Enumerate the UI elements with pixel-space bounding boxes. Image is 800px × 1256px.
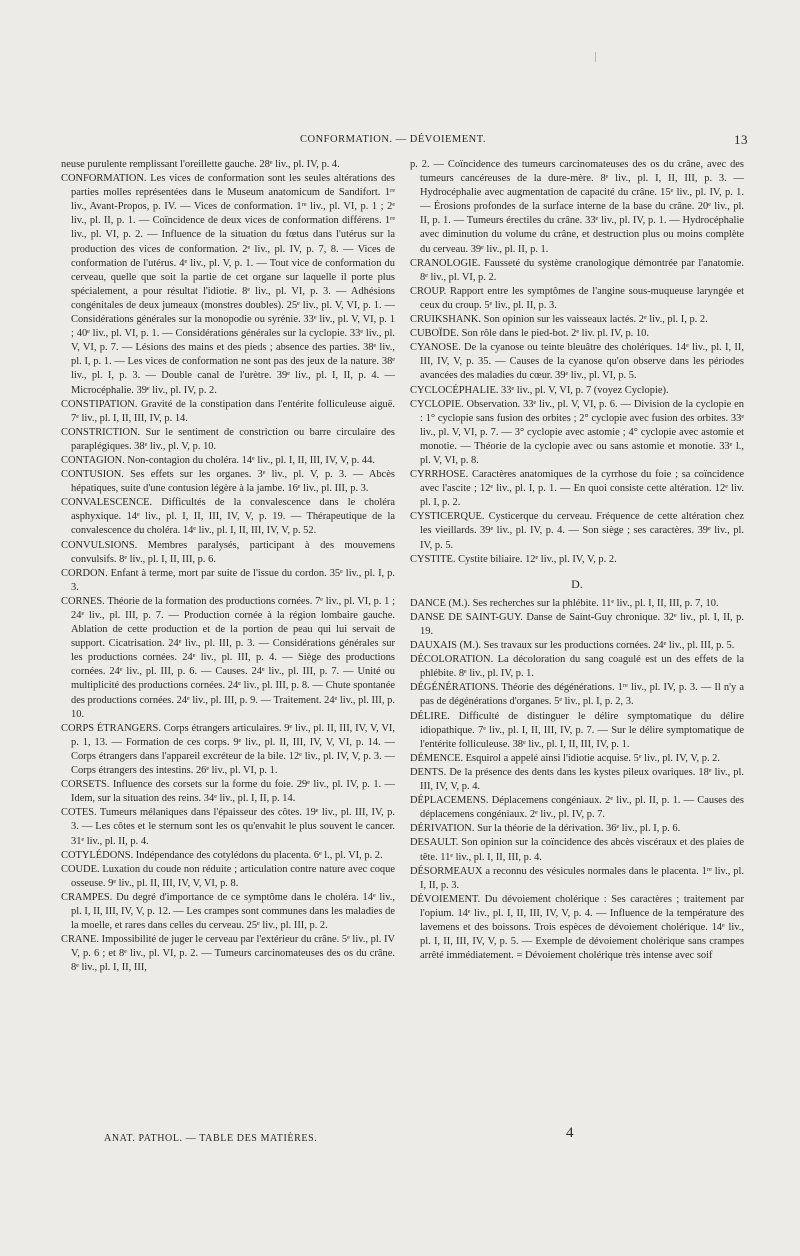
index-entry: CORDON. Enfant à terme, mort par suite de l'issue du cordon. 35ᵉ liv., pl. I, p. 3. <box>61 567 395 593</box>
index-entry: CYANOSE. De la cyanose ou teinte bleuâtre des cholériques. 14ᵉ liv., pl. I, II, III, IV, V, p. 35. — Causes de la cyanose qu'on observe dans les périodes avancées des maladies du cœur. 39ᵉ liv., pl. VI, p. 5. <box>410 342 744 382</box>
index-entry: CYSTITE. Cystite biliaire. 12ᵉ liv., pl. IV, V, p. 2. <box>410 553 617 565</box>
index-entry: COTES. Tumeurs mélaniques dans l'épaisseur des côtes. 19ᵉ liv., pl. III, IV, p. 3. — Les côtes et le sternum sont les os qu'envahit le plus souvent le cancer. 31ᵉ liv., pl. II, p. 4. <box>61 807 395 847</box>
index-entry: DENTS. De la présence des dents dans les kystes pileux ovariques. 18ᵉ liv., pl. III, IV, V, p. 4. <box>410 766 744 793</box>
running-header <box>60 134 750 150</box>
index-entry: DÉCOLORATION. La décoloration du sang coagulé est un des effets de la phlébite. 8ᵉ liv., pl. IV, p. 1. <box>410 654 744 680</box>
page-footer: ANAT. PATHOL. — TABLE DES MATIÈRES. <box>104 1133 318 1144</box>
index-entry: COTYLÉDONS. Indépendance des cotylédons du placenta. 6ᵉ l., pl. VI, p. 2. <box>61 849 383 861</box>
index-entry: CYCLOCÉPHALIE. 33ᵉ liv., pl. V, VI, p. 7 (voyez Cyclopie). <box>410 384 669 396</box>
index-entry: DÉPLACEMENS. Déplacemens congéniaux. 2ᵉ liv., pl. II, p. 1. — Causes des déplacemens congéniaux. 2ᵉ liv., pl. IV, p. 7. <box>410 795 744 821</box>
index-entry: p. 2. — Coïncidence des tumeurs carcinomateuses des os du crâne, avec des tumeurs cancéreuses de la dure-mère. 8ᵉ liv., pl. I, II, III, p. 3. — Hydrocéphalie avec augmentation de capacité du crâne. 15ᵉ liv., pl. IV, p. 1. — Érosions profondes de la surface interne de la base du crâne. 20ᵉ liv., pl. II, p. 1. — Tumeurs érectiles du crâne. 33ᵉ liv., pl. IV, p. 1. — Hydrocéphalie avec diminution du volume du crâne, et destruction plus ou moins complète du cerveau. 39ᵉ liv., pl. II, p. 1. <box>410 159 744 255</box>
index-entry: CONSTIPATION. Gravité de la constipation dans l'entérite folliculeuse aiguë. 7ᵉ liv., pl. I, II, III, IV, p. 14. <box>61 398 395 424</box>
index-entry: DESAULT. Son opinion sur la coïncidence des abcès viscéraux et des plaies de tête. 11ᵉ liv., pl. I, II, III, p. 4. <box>410 837 744 863</box>
section-letter: D. <box>571 576 583 591</box>
index-entry: CONVULSIONS. Membres paralysés, participant à des mouvemens convulsifs. 8ᵉ liv., pl. I, II, III, p. 6. <box>61 539 395 565</box>
index-entry: CRUIKSHANK. Son opinion sur les vaisseaux lactés. 2ᵉ liv., pl. I, p. 2. <box>410 314 708 326</box>
right-column <box>410 158 744 963</box>
index-entry: neuse purulente remplissant l'oreillette gauche. 28ᵉ liv., pl. IV, p. 4. <box>61 159 340 170</box>
index-entry: DÉRIVATION. Sur la théorie de la dérivation. 36ᵉ liv., pl. I, p. 6. <box>410 823 681 835</box>
index-entry: COUDE. Luxation du coude non réduite ; articulation contre nature avec coque osseuse. 9ᵉ liv., pl. II, III, IV, V, VI, p. 8. <box>61 863 395 889</box>
index-entry: CYRRHOSE. Caractères anatomiques de la cyrrhose du foie ; sa coïncidence avec l'ascite ; 12ᵉ liv., pl. I, p. 1. — En quoi consiste cette altération. 12ᵉ liv. pl. I, p. 2. <box>410 469 744 509</box>
index-entry: CRAMPES. Du degré d'importance de ce symptôme dans le choléra. 14ᵉ liv., pl. I, II, III, IV, V, p. 12. — Les crampes sont communes dans les maladies de la moelle, et rares dans celles du cerveau. 25ᵉ liv., pl. III, p. 2. <box>61 891 395 932</box>
index-entry: DANCE (M.). Ses recherches sur la phlébite. 11ᵉ liv., pl. I, II, III, p. 7, 10. <box>410 597 719 609</box>
signature-mark: 4 <box>566 1125 574 1141</box>
page-number: 13 <box>734 132 748 147</box>
index-entry: DÉVOIEMENT. Du dévoiement cholérique : Ses caractères ; traitement par l'opium. 14ᵉ liv., pl. I, II, III, IV, V, p. 4. — Influence de la température des lavemens et des boissons. Trois espèces de dévoiement cholérique. 14ᵉ liv., pl. I, II, III, IV, V, p. 5. — Exemple de dévoiement cholérique sans crampes arrêté immédiatement. = Dévoiement cholérique très intense avec soif <box>410 893 744 962</box>
index-entry: DÉLIRE. Difficulté de distinguer le délire symptomatique du délire idiopathique. 7ᵉ liv., pl. I, II, III, IV, p. 7. — Sur le délire symptomatique de l'entérite folliculeuse. 38ᵉ liv., pl. I, II, III, IV, p. 1. <box>410 710 744 750</box>
index-entry: CRANOLOGIE. Fausseté du système cranologique démontrée par l'anatomie. 8ᵉ liv., pl. VI, p. 2. <box>410 257 744 283</box>
index-entry: DÉSORMEAUX a reconnu des vésicules normales dans le placenta. 1ʳᵉ liv., pl. I, II, p. 3. <box>410 865 744 891</box>
index-entry: CROUP. Rapport entre les symptômes de l'angine sous-muqueuse laryngée et ceux du croup. 5ᵉ liv., pl. II, p. 3. <box>410 285 744 311</box>
index-entry: CRANE. Impossibilité de juger le cerveau par l'extérieur du crâne. 5ᵉ liv., pl. IV V, p. 6 ; et 8ᵉ liv., pl. VI, p. 2. — Tumeurs carcinomateuses des os du crâne. 8ᵉ liv., pl. I, II, III, <box>61 934 395 974</box>
index-entry: CORSETS. Influence des corsets sur la forme du foie. 29ᵉ liv., pl. IV, p. 1. — Idem, sur la situation des reins. 34ᵉ liv., pl. I, II, p. 14. <box>61 779 395 805</box>
left-column <box>61 158 395 975</box>
index-entry: CYSTICERQUE. Cysticerque du cerveau. Fréquence de cette altération chez les vieillards. 39ᵉ liv., pl. IV, p. 4. — Son siège ; ses caractères. 39ᵉ liv., pl. IV, p. 5. <box>410 511 744 551</box>
index-entry: CONVALESCENCE. Difficultés de la convalescence dans le choléra asphyxique. 14ᵉ liv., pl. I, II, III, IV, V, p. 19. — Thérapeutique de la convalescence du choléra. 14ᵉ liv., pl. I, II, III, IV, V, p. 52. <box>61 497 395 537</box>
index-entry: CONFORMATION. Les vices de conformation sont les seules altérations des parties molles représentées dans le Museum anatomicum de Sandifort. 1ʳᵉ liv., Avant-Propos, p. IV. — Vices de conformation. 1ʳᵉ liv., pl. VI, p. 1 ; 2ᵉ liv., pl. II, p. 1. — Coïncidence de deux vices de conformation différens. 1ʳᵉ liv., pl. VI, p. 2. — Influence de la situation du fœtus dans l'utérus sur la production des vices de conformation. 2ᵉ liv., pl. IV, p. 7, 8. — Vices de conformation de l'utérus. 4ᵉ liv., pl. V, p. 1. — Tout vice de conformation du cerveau, quelle que soit la partie de cet organe sur laquelle il porte plus spécialement, a pour résultat l'idiotie. 8ᵉ liv., pl. VI, p. 3. — Adhésions congénitales de deux jumeaux (monstres doubles). 25ᵉ liv., pl. V, VI, p. 1. — Considérations générales sur la monopodie ou syrénie. 33ᵉ liv., pl. V, VI, p. 1 ; 40ᵉ liv., pl. VI, p. 1. — Considérations générales sur la cyclopie. 33ᵉ liv., pl. V, VI, p. 7. — Lésions des mains et des pieds ; absence des parties. 38ᵉ liv., pl. I, p. 1. — Les vices de conformation ne sont pas des jeux de la nature. 38ᵉ liv., pl. I, p. 3. — Double canal de l'urètre. 39ᵉ liv., pl. I, II, p. 4. — Microcéphalie. 39ᵉ liv., pl. IV, p. 2. <box>61 173 395 396</box>
index-entry: CONTUSION. Ses effets sur les organes. 3ᵉ liv., pl. V, p. 3. — Abcès hépatiques, suite d'une contusion légère à la jambe. 16ᵉ liv., pl. III, p. 3. <box>61 469 395 495</box>
index-entry: DÉGÉNÉRATIONS. Théorie des dégénérations. 1ʳᵉ liv., pl. IV, p. 3. — Il n'y a pas de dégénérations d'organes. 5ᵉ liv., pl. I, p. 2, 3. <box>410 682 744 708</box>
index-entry: CORNES. Théorie de la formation des productions cornées. 7ᵉ liv., pl. VI, p. 1 ; 24ᵉ liv., pl. III, p. 7. — Production cornée à la région lombaire gauche. Ablation de cette production et de la portion de peau qui lui servait de support. Cicatrisation. 24ᵉ liv., pl. III, p. 3. — Considérations générales sur les productions cornées. 24ᵉ liv., pl. III, p. 4. — Siège des productions cornées. 24ᵉ liv., pl. III, p. 6. — Causes. 24ᵉ liv., pl. III, p. 7. — Unité ou multiplicité des productions cornées. 24ᵉ liv., pl. III, p. 8. — Chute spontanée des productions cornées. 24ᵉ liv., pl. III, p. 9. — Traitement. 24ᵉ liv., pl. III, p. 10. <box>61 595 395 720</box>
index-entry: DÉMENCE. Esquirol a appelé ainsi l'idiotie acquise. 5ᵉ liv., pl. IV, V, p. 2. <box>410 752 721 764</box>
index-entry: DANSE DE SAINT-GUY. Danse de Saint-Guy chronique. 32ᵉ liv., pl. I, II, p. 19. <box>410 611 744 637</box>
index-entry: CONSTRICTION. Sur le sentiment de constriction ou barre circulaire des paraplégiques. 38ᵉ liv., pl. V, p. 10. <box>61 426 395 452</box>
index-entry: CUBOÏDE. Son rôle dans le pied-bot. 2ᵉ liv. pl. IV, p. 10. <box>410 328 649 340</box>
scan-mark <box>595 52 596 62</box>
index-entry: CORPS ÉTRANGERS. Corps étrangers articulaires. 9ᵉ liv., pl. II, III, IV, V, VI, p. 1, 13. — Formation de ces corps. 9ᵉ liv., pl. II, III, IV, V, VI, p. 14. — Corps étrangers dans l'appareil excréteur de la bile. 12ᵉ liv., pl. IV, V, p. 3. — Corps étrangers des intestins. 26ᵉ liv., pl. VI, p. 1. <box>61 722 395 777</box>
index-entry: CONTAGION. Non-contagion du choléra. 14ᵉ liv., pl. I, II, III, IV, V, p. 44. <box>61 454 375 466</box>
running-title: CONFORMATION. — DÉVOIEMENT. <box>300 134 486 145</box>
index-entry: CYCLOPIE. Observation. 33ᵉ liv., pl. V, VI, p. 6. — Division de la cyclopie en : 1° cyclopie sans fusion des orbites ; 2° cyclopie avec fusion des orbites. 33ᵉ liv., pl. V, VI, p. 7. — 3° cyclopie avec astomie ; 4° cyclopie avec astomie et monotie. — Théorie de la cyclopie avec ou sans astomie et monotie. 33ᵉ l., pl. V, VI, p. 8. <box>410 398 744 466</box>
index-entry: DAUXAIS (M.). Ses travaux sur les productions cornées. 24ᵉ liv., pl. III, p. 5. <box>410 640 735 652</box>
